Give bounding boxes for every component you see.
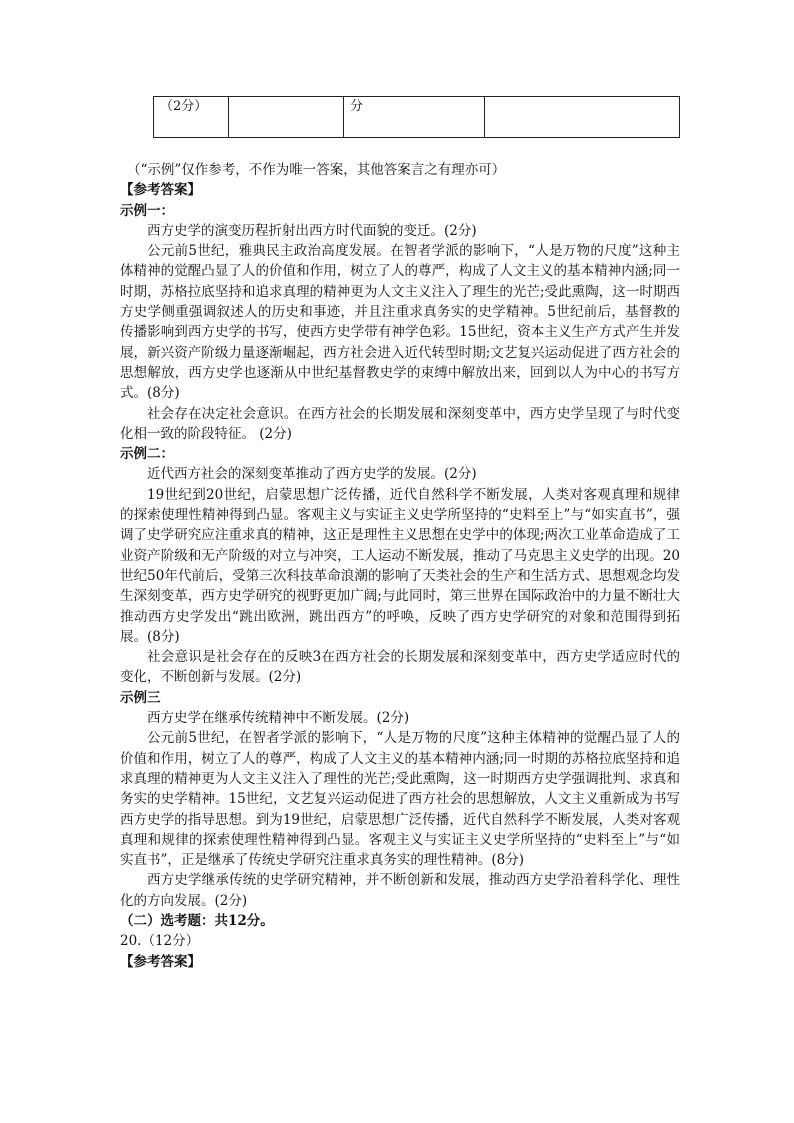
score-table <box>153 96 680 138</box>
note-text: （“示例”仅作参考，不作为唯一答案，其他答案言之有理亦可） <box>127 162 506 178</box>
table-cell <box>485 97 680 138</box>
example1-thesis: 西方史学的演变历程折射出西方时代面貌的变迁。(2分) <box>147 222 477 239</box>
example2-title: 示例二： <box>120 446 174 463</box>
example3-conclusion: 西方史学继承传统的史学研究精神，并不断创新和发展，推动西方史学沿着科学化、理性化的方向发展。(2分) <box>120 872 680 909</box>
example2-conclusion: 社会意识是社会存在的反映3在西方社会的长期发展和深刻变革中，西方史学适应时代的变化，不断创新与发展。(2分) <box>120 649 680 686</box>
question-number: 20.（12分） <box>120 933 200 950</box>
example1-body: 公元前5世纪，雅典民主政治高度发展。在智者学派的影响下，“人是万物的尺度”这种主体精神的觉醒凸显了人的价值和作用，树立了人的尊严，构成了人文主义的基本精神内涵;同一时期，苏格拉底坚持和追求真理的精神更为人文主义注入了理生的光芒;受此熏陶，这一时期西方史学侧重强调叙述人的历史和事迹，并且注重求真务实的史学精神。5世纪前后，基督教的传播影响到西方史学的书写，使西方史学带有神学色彩。15世纪，资本主义生产方式产生并发展，新兴资产阶级力量逐渐崛起，西方社会进入近代转型时期;文艺复兴运动促进了西方社会的思想解放，西方史学也逐渐从中世纪基督教史学的束缚中解放出来，回到以人为中心的书写方式。(8分) <box>120 243 680 402</box>
table-cell: （2分） <box>154 97 229 138</box>
table-cell <box>229 97 344 138</box>
section2-answer-heading: 【参考答案】 <box>120 953 201 970</box>
example2-body: 19世纪到20世纪，启蒙思想广泛传播，近代自然科学不断发展，人类对客观真理和规律的探索使理性精神得到凸显。客观主义与实证主义史学所坚持的“史料至上”与“如实直书”，强调了史学研究应注重求真的精神，这正是理性主义思想在史学中的体现;两次工业革命造成了工业资产阶级和无产阶级的对立与冲突，工人运动不断发展，推动了马克思主义史学的出现。20世纪50年代前后，受第三次科技革命浪潮的影响了天类社会的生产和生活方式、思想观念均发生深刻变革，西方史学研究的视野更加广阔;与此同时，第三世界在国际政治中的力量不断壮大推动西方史学发出“跳出欧洲，跳出西方”的呼唤，反映了西方史学研究的对象和范围得到拓展。(8分) <box>120 486 680 645</box>
answer-heading: 【参考答案】 <box>120 182 201 199</box>
table-row <box>154 97 680 138</box>
table-cell: 分 <box>344 97 485 138</box>
section2-heading: （二）选考题：共12分。 <box>120 912 274 929</box>
example1-conclusion: 社会存在决定社会意识。在西方社会的长期发展和深刻变革中，西方史学呈现了与时代变化相一致的阶段特征。 (2分) <box>120 405 680 442</box>
answer-text <box>120 160 680 972</box>
example2-thesis: 近代西方社会的深刻变革推动了西方史学的发展。(2分) <box>147 466 477 483</box>
example3-title: 示例三 <box>120 689 161 706</box>
example1-title: 示例一： <box>120 202 174 219</box>
example3-thesis: 西方史学在继承传统精神中不断发展。(2分) <box>147 710 410 727</box>
example3-body: 公元前5世纪，在智者学派的影响下，“人是万物的尺度”这种主体精神的觉醒凸显了人的价值和作用，树立了人的尊严，构成了人文主义的基本精神内涵;同一时期的苏格拉底坚持和追求真理的精神更为人文主义注入了理性的光芒;受此熏陶，这一时期西方史学强调批判、求真和务实的史学精神。15世纪，文艺复兴运动促进了西方社会的思想解放，人文主义重新成为书写西方史学的指导思想。到为19世纪，启蒙思想广泛传播，近代自然科学不断发展，人类对客观真理和规律的探索使理性精神得到凸显。客观主义与实证主义史学所坚持的“史料至上”与“如实直书”，正是继承了传统史学研究注重求真务实的理性精神。(8分) <box>120 730 680 869</box>
